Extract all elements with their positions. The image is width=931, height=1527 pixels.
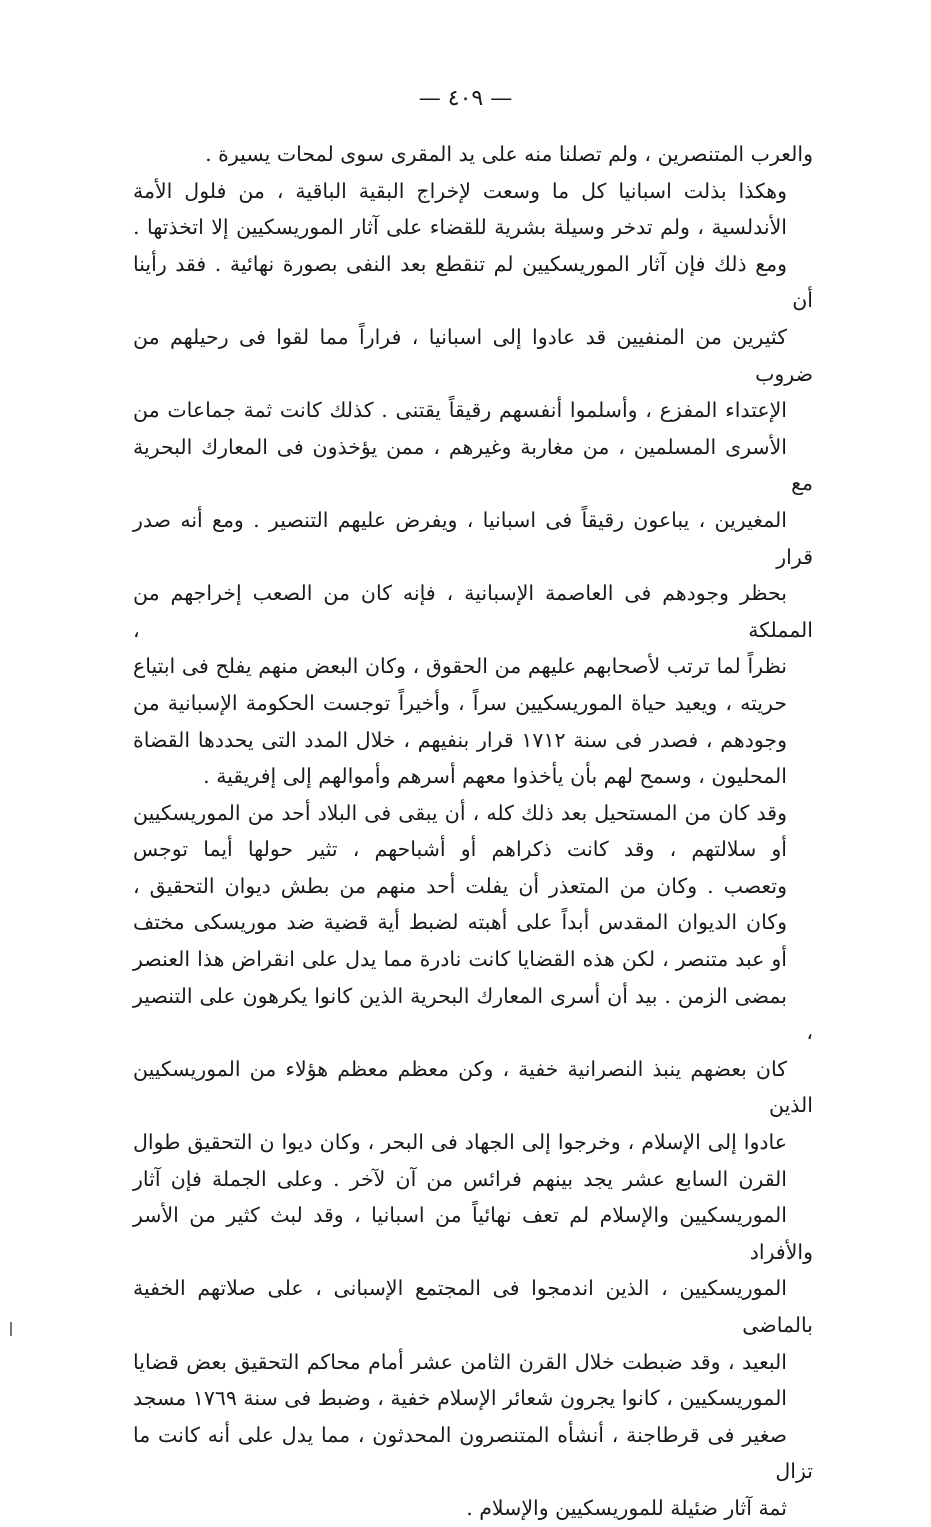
text-line: المحليون ، وسمح لهم بأن يأخذوا معهم أسرهم وأموالهم إلى إفريقية . — [203, 764, 787, 789]
text-line: وهكذا بذلت اسبانيا كل ما وسعت لإخراج البقية الباقية ، من فلول الأمة — [133, 178, 787, 203]
paragraph — [133, 136, 813, 173]
text-line: وكان الديوان المقدس أبداً على أهبته لضبط أية قضية ضد موريسكى مختف — [133, 910, 787, 935]
text-line: وقد كان من المستحيل بعد ذلك كله ، أن يبقى فى البلاد أحد من الموريسكيين — [133, 800, 787, 825]
text-line: الموريسكيين والإسلام لم تعف نهائياً من اسبانيا ، وقد لبث كثير من الأسر والأفراد — [133, 1203, 813, 1264]
text-line: ثمة آثار ضئيلة للموريسكيين والإسلام . — [466, 1495, 787, 1520]
text-line: حريته ، ويعيد حياة الموريسكيين سراً ، وأخيراً توجست الحكومة الإسبانية من — [133, 690, 787, 715]
paragraph — [133, 795, 813, 1527]
text-line: وجودهم ، فصدر فى سنة ١٧١٢ قرار بنفيهم ، خلال المدد التى يحددها القضاة — [133, 727, 787, 752]
text-line: الموريسكيين ، الذين اندمجوا فى المجتمع الإسبانى ، على صلاتهم الخفية بالماضى — [133, 1276, 813, 1337]
text-line: وتعصب . وكان من المتعذر أن يفلت أحد منهم من بطش ديوان التحقيق ، — [133, 873, 787, 898]
text-line: القرن السابع عشر يجد بينهم فرائس من آن لآخر . وعلى الجملة فإن آثار — [133, 1166, 787, 1191]
text-line: صغير فى قرطاجنة ، أنشأه المتنصرون المحدثون ، مما يدل على أنه كانت ما تزال — [133, 1422, 813, 1484]
text-line: الإعتداء المفزع ، وأسلموا أنفسهم رقيقاً يقتنى . كذلك كانت ثمة جماعات من — [133, 398, 787, 423]
text-line: والعرب المتنصرين ، ولم تصلنا منه على يد المقرى سوى لمحات يسيرة . — [205, 142, 813, 166]
text-line: أو عبد متنصر ، لكن هذه القضايا كانت نادرة مما يدل على انقراض هذا العنصر — [133, 947, 787, 972]
text-line: نظراً لما ترتب لأصحابهم عليهم من الحقوق ، وكان البعض منهم يفلح فى ابتياع — [133, 654, 787, 679]
paragraph — [133, 173, 813, 795]
text-line: كثيرين من المنفيين قد عادوا إلى اسبانيا ، فراراً مما لقوا فى رحيلهم من ضروب — [133, 324, 813, 386]
text-line: عادوا إلى الإسلام ، وخرجوا إلى الجهاد فى البحر ، وكان ديوا ن التحقيق طوال — [133, 1130, 787, 1155]
text-line: بمضى الزمن . بيد أن أسرى المعارك البحرية الذين كانوا يكرهون على التنصير ، — [133, 983, 813, 1045]
text-line: المغيرين ، يباعون رقيقاً فى اسبانيا ، ويفرض عليهم التنصير . ومع أنه صدر قرار — [133, 507, 813, 569]
text-line: البعيد ، وقد ضبطت خلال القرن الثامن عشر أمام محاكم التحقيق بعض قضايا — [133, 1349, 787, 1374]
text-line: الأسرى المسلمين ، من مغاربة وغيرهم ، ممن يؤخذون فى المعارك البحرية مع — [133, 434, 813, 496]
body-text — [133, 136, 813, 1527]
page-number: — ٤٠٩ — — [418, 86, 513, 111]
text-line: الأندلسية ، ولم تدخر وسيلة بشرية للقضاء على آثار الموريسكيين إلا اتخذتها . — [133, 215, 787, 240]
text-line: بحظر وجودهم فى العاصمة الإسبانية ، فإنه كان من الصعب إخراجهم من المملكة ، — [133, 581, 813, 642]
margin-mark — [10, 1322, 12, 1336]
text-line: الموريسكيين ، كانوا يجرون شعائر الإسلام خفية ، وضبط فى سنة ١٧٦٩ مسجد — [133, 1386, 788, 1411]
text-line: كان بعضهم ينبذ النصرانية خفية ، وكن معظم معظم هؤلاء من الموريسكيين الذين — [133, 1056, 813, 1118]
text-line: أو سلالتهم ، وقد كانت ذكراهم أو أشباحهم ، تثير حولها أيما توجس — [133, 837, 787, 862]
text-line: ومع ذلك فإن آثار الموريسكيين لم تنقطع بعد النفى بصورة نهائية . فقد رأينا أن — [133, 251, 813, 313]
